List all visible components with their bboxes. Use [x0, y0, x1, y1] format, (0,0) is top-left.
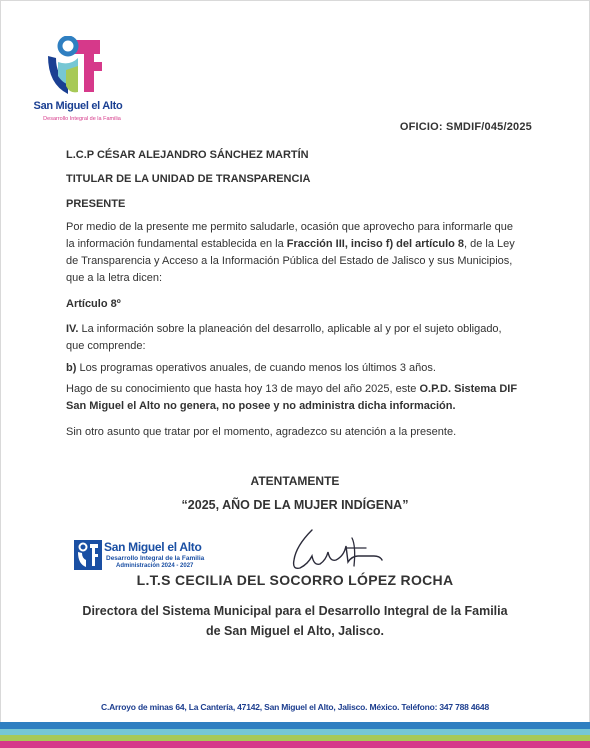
fraction-paragraph: [66, 321, 536, 355]
intro-line: de Transparencia y Acceso a la Información Pública del Estado de Jalisco y sus Municipios,: [66, 255, 513, 267]
intro-line: Por medio de la presente me permito saludarle, ocasión que aprovecho para informarle que: [66, 221, 513, 233]
intro-text: , de la Ley: [464, 238, 515, 250]
fraction-line: [66, 321, 536, 338]
recipient-name: L.C.P CÉSAR ALEJANDRO SÁNCHEZ MARTÍN: [66, 149, 309, 161]
intro-line: que a la letra dicen:: [66, 272, 163, 284]
fraction-line: que comprende:: [66, 340, 146, 352]
signer-position-line: Directora del Sistema Municipal para el Desarrollo Integral de la Familia: [82, 604, 508, 618]
logo-subtitle: Desarrollo Integral de la Familia: [43, 116, 121, 122]
seal-name: San Miguel el Alto: [104, 540, 202, 554]
inciso-letter: b): [66, 362, 77, 374]
footer-stripe-blue: [0, 722, 590, 729]
inciso-paragraph: [66, 360, 530, 377]
footer-address: C.Arroyo de minas 64, La Cantería, 47142, San Miguel el Alto, Jalisco. México. Teléfono: 347 788 4648: [101, 702, 489, 712]
footer-stripe-pink: [0, 741, 590, 748]
intro-text: la información fundamental establecida en la: [66, 238, 287, 250]
footer-color-band: [0, 722, 590, 748]
year-motto: “2025, AÑO DE LA MUJER INDÍGENA”: [181, 498, 409, 512]
logo-name: San Miguel el Alto: [33, 100, 123, 112]
signer-position: [0, 601, 590, 641]
seal-subtitle: Desarrollo Integral de la Familia: [106, 555, 205, 562]
seal-administration: Administración 2024 - 2027: [116, 563, 194, 569]
inciso-text: Los programas operativos anuales, de cuando menos los últimos 3 años.: [76, 362, 436, 374]
statement-line: [66, 381, 536, 398]
statement-org: O.P.D. Sistema DIF: [419, 383, 518, 395]
fraction-number: IV.: [66, 323, 79, 335]
oficio-number: OFICIO: SMDIF/045/2025: [399, 121, 532, 133]
fraction-text: La información sobre la planeación del desarrollo, aplicable al y por el sujeto obligado,: [78, 323, 502, 335]
signer-name: L.T.S CECILIA DEL SOCORRO LÓPEZ ROCHA: [136, 572, 454, 588]
dif-logo-mark-icon: [44, 36, 104, 98]
closing-paragraph: Sin otro asunto que tratar por el momento, agradezco su atención a la presente.: [66, 426, 457, 438]
dif-seal-mark-icon: [74, 540, 102, 570]
dif-seal: [74, 540, 224, 572]
statement-line: San Miguel el Alto no genera, no posee y no administra dicha información.: [66, 400, 456, 412]
dif-logo: [28, 36, 128, 128]
intro-line: [66, 236, 536, 253]
article-heading: Artículo 8º: [66, 298, 121, 310]
statement-text: Hago de su conocimiento que hasta hoy 13 de mayo del año 2025, este: [66, 383, 420, 395]
intro-paragraph: [66, 219, 536, 287]
statement-paragraph: [66, 381, 536, 415]
recipient-title: TITULAR DE LA UNIDAD DE TRANSPARENCIA: [66, 173, 311, 185]
legal-reference: Fracción III, inciso f) del artículo 8: [286, 238, 465, 250]
handwritten-signature-icon: [286, 526, 390, 574]
signer-position-line: de San Miguel el Alto, Jalisco.: [205, 624, 385, 638]
atentamente-label: ATENTAMENTE: [250, 474, 340, 488]
presente-label: PRESENTE: [66, 198, 126, 210]
